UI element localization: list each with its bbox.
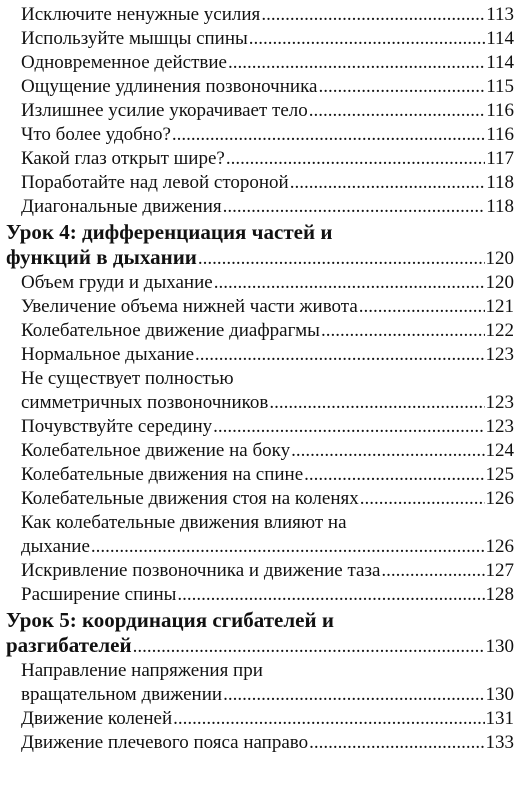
toc-page-number: 120: [485, 272, 514, 293]
toc-entry[interactable]: [6, 463, 514, 487]
toc-entry-title: Объем груди и дыхание: [21, 272, 213, 293]
toc-page-number: 122: [485, 320, 514, 341]
toc-entry-title-line-1: Направление напряжения при: [21, 660, 263, 681]
dot-leader: [249, 27, 485, 51]
toc-entry[interactable]: [6, 319, 514, 343]
dot-leader: [360, 487, 485, 511]
toc-page-number: 113: [486, 4, 514, 25]
dot-leader: [226, 147, 485, 171]
toc-entry-title: Одновременное действие: [21, 52, 227, 73]
toc-entry[interactable]: [6, 3, 514, 27]
toc-page-number: 118: [486, 172, 514, 193]
dot-leader: [177, 583, 484, 607]
toc-page-number: 114: [486, 28, 514, 49]
toc-entry[interactable]: [6, 415, 514, 439]
toc-page-number: 116: [486, 124, 514, 145]
toc-lesson-heading[interactable]: [6, 608, 514, 659]
toc-page-number: 127: [485, 560, 514, 581]
toc-page-number: 126: [485, 536, 514, 557]
dot-leader: [195, 343, 484, 367]
dot-leader: [381, 559, 484, 583]
toc-page-number: 120: [485, 248, 514, 269]
toc-entry-title: Диагональные движения: [21, 196, 222, 217]
dot-leader: [91, 535, 485, 559]
toc-entry[interactable]: [6, 75, 514, 99]
toc-entry-title: Нормальное дыхание: [21, 344, 195, 365]
dot-leader: [173, 707, 484, 731]
toc-entry-title-line-2: вращательном движении: [21, 684, 223, 705]
toc-page-number: 123: [485, 416, 514, 437]
toc-entry[interactable]: [6, 511, 514, 559]
toc-entry[interactable]: [6, 583, 514, 607]
lesson-title-line-2: разгибателей: [6, 633, 132, 657]
toc-entry-title-line-1: Не существует полностью: [21, 368, 234, 389]
toc-entry[interactable]: [6, 99, 514, 123]
dot-leader: [213, 415, 484, 439]
toc-entry-title: Колебательное движение диафрагмы: [21, 320, 320, 341]
toc-page-number: 133: [485, 732, 514, 753]
toc-page-number: 130: [485, 636, 514, 657]
toc-entry[interactable]: [6, 295, 514, 319]
toc-page-number: 123: [485, 392, 514, 413]
toc-page-number: 124: [485, 440, 514, 461]
lesson-title-line-1: Урок 4: дифференциация частей и: [6, 220, 333, 244]
toc-entry[interactable]: [6, 195, 514, 219]
toc-entry-title: Какой глаз открыт шире?: [21, 148, 225, 169]
dot-leader: [223, 683, 484, 707]
toc-entry[interactable]: [6, 731, 514, 755]
dot-leader: [359, 295, 485, 319]
toc-page-number: 116: [486, 100, 514, 121]
toc-lesson-heading[interactable]: [6, 220, 514, 271]
dot-leader: [291, 439, 484, 463]
toc-page-number: 115: [486, 76, 514, 97]
toc-entry-title: Поработайте над левой стороной: [21, 172, 289, 193]
toc-entry[interactable]: [6, 367, 514, 415]
toc-entry[interactable]: [6, 171, 514, 195]
dot-leader: [269, 391, 484, 415]
toc-page-number: 123: [485, 344, 514, 365]
toc-entry[interactable]: [6, 147, 514, 171]
toc-entry-title: Колебательные движения стоя на коленях: [21, 488, 359, 509]
dot-leader: [223, 195, 486, 219]
toc-page-number: 118: [486, 196, 514, 217]
dot-leader: [321, 319, 485, 343]
toc-entry[interactable]: [6, 487, 514, 511]
toc-entry[interactable]: [6, 123, 514, 147]
toc-entry-title: Колебательные движения на спине: [21, 464, 304, 485]
dot-leader: [304, 463, 484, 487]
dot-leader: [309, 731, 484, 755]
toc-page-number: 117: [486, 148, 514, 169]
dot-leader: [290, 171, 485, 195]
dot-leader: [309, 99, 485, 123]
toc-entry-title-line-1: Как колебательные движения влияют на: [21, 512, 347, 533]
toc-entry[interactable]: [6, 659, 514, 707]
toc-entry-title: Излишнее усилие укорачивает тело: [21, 100, 308, 121]
dot-leader: [214, 271, 485, 295]
toc-entry-title: Используйте мышцы спины: [21, 28, 248, 49]
toc-entry-title: Движение коленей: [21, 708, 173, 729]
toc-entry-title: Что более удобно?: [21, 124, 171, 145]
toc-entry-title: Исключите ненужные усилия: [21, 4, 261, 25]
toc-entry-title: Ощущение удлинения позвоночника: [21, 76, 318, 97]
toc-page-number: 125: [485, 464, 514, 485]
toc-entry-title: Движение плечевого пояса направо: [21, 732, 309, 753]
toc-page-number: 131: [485, 708, 514, 729]
table-of-contents: [6, 3, 514, 755]
toc-entry-title: Искривление позвоночника и движение таза: [21, 560, 381, 581]
toc-page-number: 114: [486, 52, 514, 73]
toc-entry[interactable]: [6, 343, 514, 367]
toc-entry[interactable]: [6, 271, 514, 295]
toc-entry-title: Почувствуйте середину: [21, 416, 213, 437]
dot-leader: [198, 246, 485, 271]
dot-leader: [228, 51, 485, 75]
dot-leader: [261, 3, 485, 27]
dot-leader: [172, 123, 485, 147]
toc-entry-title-line-2: симметричных позвоночников: [21, 392, 269, 413]
toc-entry[interactable]: [6, 439, 514, 463]
toc-entry[interactable]: [6, 707, 514, 731]
dot-leader: [318, 75, 485, 99]
dot-leader: [133, 634, 485, 659]
lesson-title-line-1: Урок 5: координация сгибателей и: [6, 608, 334, 632]
toc-page-number: 121: [485, 296, 514, 317]
toc-entry-title: Увеличение объема нижней части живота: [21, 296, 358, 317]
toc-entry-title: Колебательное движение на боку: [21, 440, 291, 461]
toc-page-number: 130: [485, 684, 514, 705]
toc-entry[interactable]: [6, 559, 514, 583]
toc-entry-title: Расширение спины: [21, 584, 177, 605]
toc-page-number: 126: [485, 488, 514, 509]
lesson-title-line-2: функций в дыхании: [6, 245, 197, 269]
toc-page-number: 128: [485, 584, 514, 605]
toc-entry-title-line-2: дыхание: [21, 536, 90, 557]
toc-entry[interactable]: [6, 27, 514, 51]
toc-entry[interactable]: [6, 51, 514, 75]
